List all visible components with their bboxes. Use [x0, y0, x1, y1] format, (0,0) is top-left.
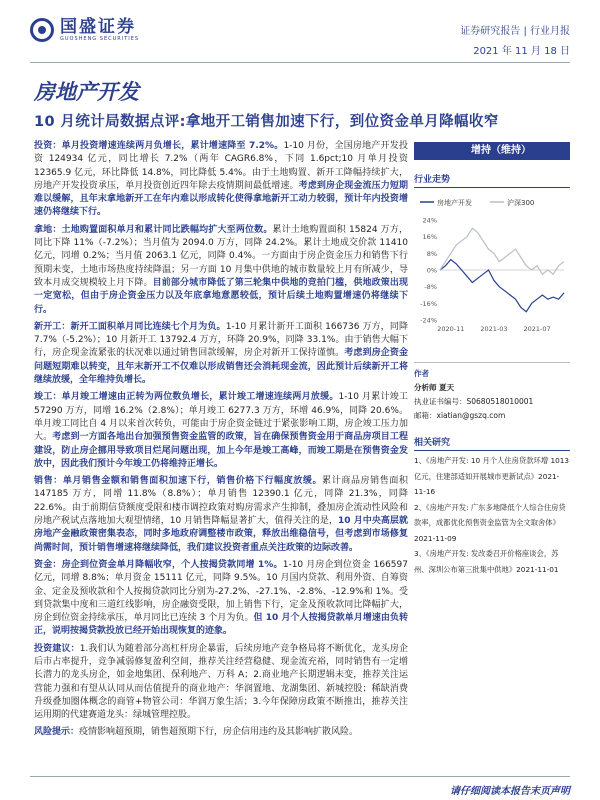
- paragraph-lead: 投资建议：: [34, 643, 80, 654]
- analyst-email: 邮箱：xiatian@gszq.com: [414, 411, 506, 420]
- paragraph-text: 累计商品房销售面积 147185 万方，同增 11.8%（8.8%）；单月销售 12390.1 亿元，同降 21.3%，同降 22.6%。由于前期信贷额度受限和楼市调控政策对购房需求产生抑制，叠加房企流动性风险和房地产税试点落地加大观望情绪，10 月销售降幅显著扩大，值得关注的是，: [34, 476, 408, 527]
- logo-name-en: GUOSHENG SECURITIES: [60, 36, 140, 42]
- x-tick-label: 2020-11: [437, 325, 465, 333]
- trend-chart: [414, 192, 570, 346]
- x-tick-label: 2021-07: [523, 325, 551, 333]
- trend-chart-svg: [414, 192, 570, 342]
- paragraph-lead: 销售：单月销售金额和销售面积加速下行，销售价格下行幅度放缓。: [34, 476, 323, 487]
- paragraph-text: 1-10 月累计新开工面积 166736 万方，同降 7.7%（-5.2%）；10 月新开工 13792.4 万方，环降 20.9%，同降 33.1%。由于销售大幅下行，房企现金流紧张的状况难以通过销售回款缓解，房企对新开工保持谨慎。: [34, 321, 408, 359]
- paragraph-text: 1-10 月房企到位资金 166597 亿元，同增 8.8%；单月资金 15111 亿元，同降 9.5%。10 月国内贷款、利用外资、自筹资金、定金及预收款和个人按揭贷款同比分别为-27.2%、-27.1%、-2.8%、-12.9%和 1%。受到贷款集中度和三道红线影响，房企融资受限，加上销售下行，定金及预收款同比降幅扩大，房企到位资金持续承压，单月同比已连续 3 个月为负。: [34, 559, 408, 624]
- analyst-block: [414, 362, 570, 423]
- paragraph-emphasis: 考虑到一方面各地出台加强预售资金监管的政策，旨在确保预售资金用于商品房项目工程建设，防止房企挪用导致项目烂尾问题出现，加上今年是竣工高峰，而竣工期是在预售资金发放中，因此我们预计今年竣工仍将维持正增长。: [34, 432, 408, 469]
- paragraph-emphasis: 目前部分城市降低了第三轮集中供地的竞拍门槛，供地政策出现一定宽松，但由于房企资金压力以及年底拿地意愿较低，预计后续土地购置增速仍将继续下行。: [34, 277, 408, 315]
- logo-name-cn: 国盛证券: [60, 17, 136, 37]
- paragraph-text: 1-10 月份，全国房地产开发投资 124934 亿元，同比增长 7.2%（两年 CAGR6.8%，下同 1.6pct;10 月单月投资 12365.9 亿元，环比降低 14.8%，同比降低 5.4%。由于土地购置、新开工降幅持续扩大，房地产开发投资承压，单月投资创近四年除去疫情期间最低增速。: [34, 141, 408, 191]
- y-tick-label: -8%: [424, 283, 437, 292]
- paragraph-emphasis: 10 月中央高层就房地产金融政策密集表态，同时多地政府调整楼市政策，释放出维稳信号，但考虑到市场修复尚需时间，预计销售增速将继续降低，我们建议投资者重点关注政策的边际改善。: [34, 516, 408, 553]
- body-paragraph: [34, 643, 408, 723]
- footer-note: 请仔细阅读本报告末页声明: [450, 786, 570, 797]
- sector-title: 房地产开发: [34, 80, 139, 104]
- paragraph-text: 1.我们认为随着部分高杠杆房企暴雷，后续房地产竞争格局将不断优化，龙头房企后市占率提升，竞争减弱修复盈利空间，推荐关注经营稳健、现金流充裕，同时销售有一定增长潜力的龙头房企，如金地集团、保利地产、万科 A；2.商业地产长期逻辑未变，推荐关注运营能力强和有望从认同从而估值提升的商业地产：华润置地、龙湖集团、新城控股；稀缺消费升级叠加圈体概念的商管+物管公司：华润万象生活；3.今年保障房政策不断推出，推荐关注运用期的代建赛道龙头：绿城管理控股。: [34, 643, 408, 721]
- related-list: [414, 453, 570, 577]
- body-paragraph: [34, 140, 408, 220]
- body-paragraph: [34, 559, 408, 639]
- x-tick-label: 2021-03: [480, 325, 508, 333]
- analyst-heading: 作者: [414, 369, 429, 378]
- y-tick-label: -16%: [420, 299, 437, 308]
- legend-label: 房地产开发: [437, 199, 472, 207]
- related-heading: 相关研究: [414, 435, 570, 451]
- body-paragraph: [34, 321, 408, 387]
- paragraph-text: 累计土地购置面积 15824 万方，同比下降 11%（-7.2%）；当月值为 2094.0 万方，同降 24.2%。累计土地成交价款 11410 亿元，同增 0.2%；当月值 2063.1 亿元，同降 0.4%。一方面由于房企资金压力和销售下行预期未变，土地市场热度持续降温；另一方面 10 月集中供地的城市数量较上月有所减少，导致本月成交规模较上月下降。: [34, 224, 408, 288]
- report-date: 2021 年 11 月 18 日: [473, 46, 570, 57]
- y-tick-label: 16%: [422, 233, 437, 242]
- y-tick-label: 0%: [426, 266, 437, 275]
- paragraph-lead: 投资：单月投资增速连续两月负增长，累计增速降至 7.2%。: [34, 141, 284, 151]
- paragraph-text: 疫情影响超预期，销售超预期下行，房企信用违约及其影响扩散风险。: [79, 727, 359, 738]
- footer-divider: [30, 776, 570, 777]
- y-tick-label: -24%: [420, 316, 437, 325]
- logo-icon: [30, 18, 54, 42]
- body-paragraph: [34, 475, 408, 555]
- trend-heading: 行业走势: [414, 172, 570, 188]
- company-logo: [30, 18, 139, 42]
- body-paragraph: [34, 224, 408, 317]
- paragraph-lead: 资金：房企到位资金单月降幅收窄，个人按揭贷款同增 1%。: [34, 559, 283, 570]
- header-divider: [30, 62, 570, 63]
- paragraph-lead: 风险提示：: [34, 727, 80, 738]
- rating-badge: 增持（维持）: [414, 142, 570, 160]
- body-paragraph: [34, 726, 408, 739]
- paragraph-emphasis: 但 10 月个人按揭贷款单月增速由负转正，说明按揭贷款投放已经开始出现恢复的迹象。: [34, 613, 409, 637]
- paragraph-emphasis: 考虑到房企现金流压力短期难以缓解，且年末拿地新开工在年内难以形成转化使得拿地新开工动力较弱，预计年内投资增速仍将继续下行。: [34, 180, 408, 218]
- report-type: 证券研究报告 | 行业月报: [460, 26, 570, 37]
- paragraph-lead: 拿地：土地购置面积单月和累计同比跌幅均扩大至两位数。: [34, 224, 273, 235]
- legend-label: 沪深300: [507, 199, 535, 207]
- sidebar: [414, 140, 570, 577]
- report-title: 10 月统计局数据点评:拿地开工销售加速下行，到位资金单月降幅收窄: [34, 114, 499, 130]
- report-body: [34, 140, 408, 744]
- analyst-name: 分析师 夏天: [414, 383, 455, 392]
- related-item[interactable]: 2、《房地产开发: 广东多地降低个人综合住房贷款率，成都优化预售资金监管为全文取舍体》2021-11-09: [414, 502, 566, 543]
- paragraph-text: 1-10 月累计竣工 57290 万方，同增 16.2%（2.8%）；单月竣工 6277.3 万方，环增 46.9%，同降 20.6%。单月竣工同比自 4 月以来首次转负，可能由于房企资金链过于紧张影响工期，房企竣工压力加大。: [34, 392, 408, 443]
- y-tick-label: 8%: [426, 249, 437, 258]
- y-tick-label: 24%: [422, 216, 437, 225]
- report-header: [0, 0, 600, 56]
- related-item[interactable]: 3、《房地产开发: 发改委召开价格座谈会，苏州、深圳公布第三批集中供地》2021-11-01: [414, 549, 559, 574]
- body-paragraph: [34, 391, 408, 471]
- related-item[interactable]: 1、《房地产开发: 10 月个人住房贷款环增 1013 亿元，住建部适如开展城市更新试点》2021-11-16: [414, 456, 570, 496]
- paragraph-lead: 新开工：新开工面积单月同比连续七个月为负。: [34, 321, 226, 332]
- series-line: [440, 260, 564, 312]
- report-footer: [0, 770, 600, 800]
- analyst-license: 执业证书编号：S0680518010001: [414, 397, 534, 406]
- paragraph-emphasis: 考虑到房企资金问题短期难以转变，且年末新开工不仅难以形成销售还会消耗现金流，因此预计后续新开工将继续放缓，全年维持负增长。: [34, 348, 408, 386]
- paragraph-lead: 竣工：单月竣工增速由正转为两位数负增长，累计竣工增速连续两月放缓。: [34, 392, 339, 403]
